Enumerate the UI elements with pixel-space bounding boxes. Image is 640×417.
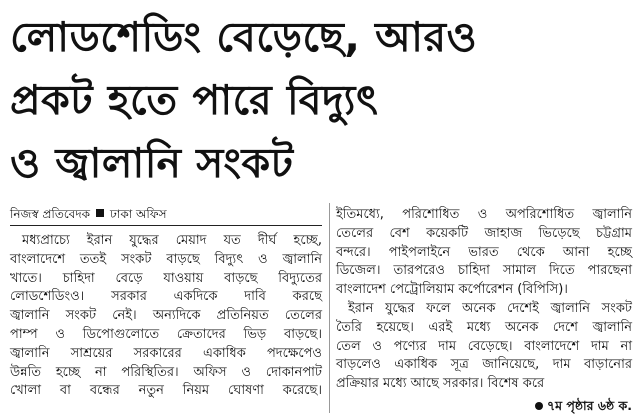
article-line: পাম্প ও ডিপোগুলোতে ক্রেতাদের ভিড় বাড়ছে। — [10, 326, 322, 342]
article-line: বাড়লেও একাধিক সূত্র জানিয়েছে, দাম বাড়ানোর — [336, 357, 632, 373]
article-line: উন্নতি হচ্ছে না পরিস্থিতির। অফিস ও দোকানপাট — [10, 364, 322, 380]
article-column-left — [10, 232, 322, 401]
article-line: ইতিমধ্যে, পরিশোধিত ও অপরিশোধিত জ্বালানি — [336, 207, 632, 222]
article-line: ইরান যুদ্ধের ফলে অনেক দেশেই জ্বালানি সংকট — [348, 300, 632, 316]
continuation-note — [535, 398, 632, 414]
article-line: প্রক্রিয়ার মধ্যে আছে সরকার। বিশেষ করে — [336, 376, 545, 392]
column-divider — [329, 203, 330, 413]
article-line: জ্বালানি সংকট নেই। অন্যদিকে প্রতিনিয়ত তেলের — [10, 308, 322, 324]
article-line: খোলা বা বন্ধের নতুন নিয়ম ঘোষণা করেছে। — [10, 383, 322, 399]
article-line: খাতে। চাহিদা বেড়ে যাওয়ায় বাড়ছে বিদ্যুতের — [10, 270, 322, 286]
headline — [10, 6, 632, 195]
square-bullet-icon — [96, 209, 104, 217]
article-column-right — [336, 206, 632, 394]
article-line: তেলের বেশ কয়েকটি জাহাজ ভিড়েছে চট্টগ্রাম — [336, 225, 632, 241]
byline-rule — [10, 225, 322, 226]
headline-line: ও জ্বালানি সংকট — [10, 139, 294, 187]
article-line: লোডশেডিংও। সরকার একদিকে দাবি করছে — [10, 289, 322, 305]
bullet-dot-icon — [535, 402, 543, 410]
byline-reporter: নিজস্ব প্রতিবেদক — [10, 207, 91, 221]
article-line: মধ্যপ্রাচ্যে ইরান যুদ্ধের মেয়াদ যত দীর্ঘ হচ্ছে, — [22, 233, 322, 248]
continuation-text: ৭ম পৃষ্ঠার ৬ষ্ঠ ক. — [546, 398, 632, 413]
byline — [10, 206, 167, 222]
article-line: তেল ও পণ্যের দাম বেড়েছে। বাংলাদেশে দাম না — [336, 338, 632, 354]
article-line: জ্বালানি সাশ্রয়ের সরকারের একাধিক পদক্ষেপেও — [10, 345, 322, 361]
headline-line: প্রকট হতে পারে বিদ্যুৎ — [10, 76, 379, 124]
article-line: বন্দরে। পাইপলাইনে ভারত থেকে আনা হচ্ছে — [336, 244, 632, 260]
headline-line: লোডশেডিং বেড়েছে, আরও — [10, 13, 478, 61]
article-line: তৈরি হয়েছে। এরই মধ্যে অনেক দেশে জ্বালানি — [336, 319, 632, 335]
article-line: ডিজেল। তারপরেও চাহিদা সামাল দিতে পারছেনা — [336, 263, 632, 279]
article-line: বাংলাদেশে ততই সংকট বাড়ছে বিদ্যুৎ ও জ্বালানি — [10, 251, 322, 267]
byline-location: ঢাকা অফিস — [110, 207, 167, 221]
article-line: বাংলাদেশ পেট্রোলিয়াম কর্পোরেশন (বিপিসি)। — [336, 282, 568, 298]
